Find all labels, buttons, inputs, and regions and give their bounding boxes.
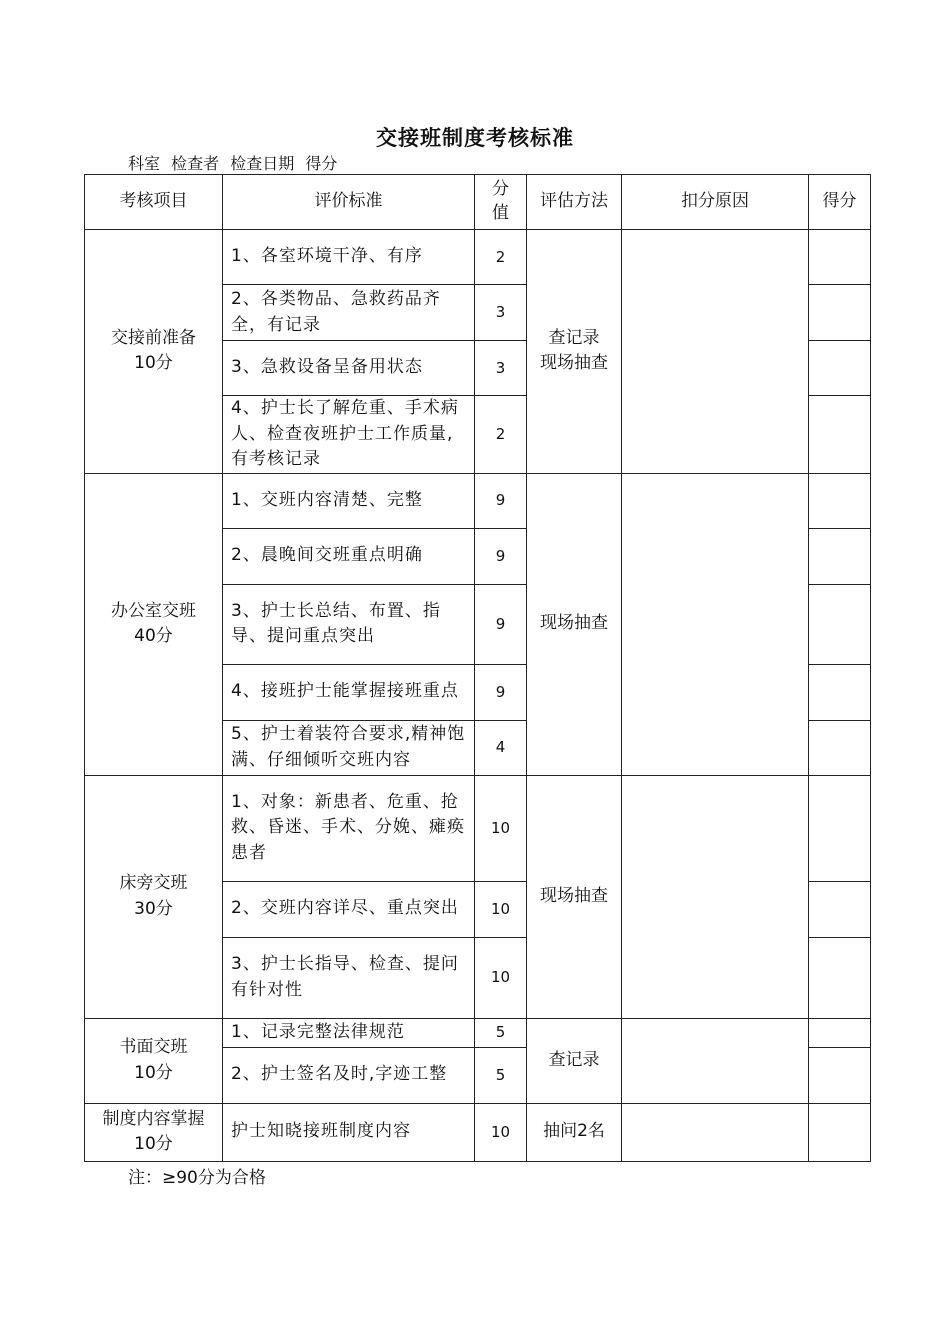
table-row	[85, 1103, 871, 1161]
method-line: 现场抽查	[540, 885, 608, 906]
header-standard: 评价标准	[223, 175, 475, 230]
meta-inspector: 检查者	[171, 154, 220, 173]
method-cell	[527, 1018, 622, 1103]
criterion-text: 3、护士长指导、检查、提问有针对性	[223, 937, 475, 1018]
score-cell[interactable]	[809, 664, 871, 720]
criterion-text: 2、交班内容详尽、重点突出	[223, 881, 475, 937]
meta-score: 得分	[305, 154, 338, 173]
criterion-points: 2	[475, 230, 527, 285]
meta-dept: 科室	[128, 154, 161, 173]
section-cell	[85, 1103, 223, 1161]
score-cell[interactable]	[809, 285, 871, 341]
criterion-text: 3、护士长总结、布置、指导、提问重点突出	[223, 584, 475, 664]
header-item: 考核项目	[85, 175, 223, 230]
method-line: 查记录	[548, 1049, 600, 1070]
criterion-text: 1、交班内容清楚、完整	[223, 473, 475, 528]
section-subtotal: 30分	[134, 898, 173, 919]
criterion-points: 9	[475, 528, 527, 584]
table-row	[85, 230, 871, 285]
section-subtotal: 40分	[134, 626, 173, 646]
criterion-points: 3	[475, 285, 527, 341]
criterion-text: 2、护士签名及时,字迹工整	[223, 1047, 475, 1103]
meta-date: 检查日期	[230, 154, 295, 173]
criterion-text: 2、晨晚间交班重点明确	[223, 528, 475, 584]
method-cell	[527, 230, 622, 474]
criterion-text: 2、各类物品、急救药品齐全，有记录	[223, 285, 475, 341]
section-cell	[85, 775, 223, 1018]
section-cell	[85, 1018, 223, 1103]
score-cell[interactable]	[809, 720, 871, 775]
method-cell	[527, 473, 622, 775]
criterion-points: 9	[475, 664, 527, 720]
criterion-text: 1、记录完整法律规范	[223, 1018, 475, 1047]
method-line: 查记录	[548, 327, 600, 348]
criterion-text: 4、护士长了解危重、手术病人、检查夜班护士工作质量,有考核记录	[223, 396, 475, 474]
criterion-points: 3	[475, 341, 527, 396]
criterion-text: 1、对象：新患者、危重、抢救、昏迷、手术、分娩、瘫痪患者	[223, 775, 475, 881]
section-subtotal: 10分	[134, 1062, 173, 1083]
criterion-points: 10	[475, 881, 527, 937]
score-cell[interactable]	[809, 1018, 871, 1047]
table-row	[85, 775, 871, 881]
score-cell[interactable]	[809, 1047, 871, 1103]
score-cell[interactable]	[809, 1103, 871, 1161]
section-name: 床旁交班	[119, 873, 188, 893]
criterion-text: 3、急救设备呈备用状态	[223, 341, 475, 396]
score-cell[interactable]	[809, 341, 871, 396]
deduction-reason-cell[interactable]	[622, 1018, 809, 1103]
page-title: 交接班制度考核标准	[376, 126, 574, 150]
criterion-text: 护士知晓接班制度内容	[223, 1103, 475, 1161]
table-row	[85, 1018, 871, 1047]
criterion-points: 5	[475, 1018, 527, 1047]
method-line: 现场抽查	[540, 353, 608, 374]
method-cell	[527, 775, 622, 1018]
section-subtotal: 10分	[134, 353, 173, 374]
criterion-points: 9	[475, 473, 527, 528]
criterion-points: 10	[475, 1103, 527, 1161]
score-cell[interactable]	[809, 881, 871, 937]
section-name: 交接前准备	[111, 327, 196, 348]
criterion-points: 2	[475, 396, 527, 474]
criterion-points: 5	[475, 1047, 527, 1103]
score-cell[interactable]	[809, 775, 871, 881]
section-cell	[85, 230, 223, 474]
footnote: 注：≥90分为合格	[128, 1168, 266, 1188]
header-reason: 扣分原因	[622, 175, 809, 230]
deduction-reason-cell[interactable]	[622, 230, 809, 474]
header-row	[85, 175, 871, 230]
score-cell[interactable]	[809, 473, 871, 528]
criterion-text: 4、接班护士能掌握接班重点	[223, 664, 475, 720]
header-points: 分值	[475, 175, 527, 230]
deduction-reason-cell[interactable]	[622, 775, 809, 1018]
header-got: 得分	[809, 175, 871, 230]
deduction-reason-cell[interactable]	[622, 473, 809, 775]
deduction-reason-cell[interactable]	[622, 1103, 809, 1161]
criterion-points: 10	[475, 937, 527, 1018]
criterion-points: 4	[475, 720, 527, 775]
criterion-text: 5、护士着装符合要求,精神饱满、仔细倾听交班内容	[223, 720, 475, 775]
method-line: 抽问2名	[543, 1121, 605, 1142]
section-name: 办公室交班	[111, 600, 196, 621]
criterion-points: 9	[475, 584, 527, 664]
criterion-text: 1、各室环境干净、有序	[223, 230, 475, 285]
score-cell[interactable]	[809, 230, 871, 285]
section-subtotal: 10分	[134, 1134, 173, 1154]
score-cell[interactable]	[809, 584, 871, 664]
score-cell[interactable]	[809, 937, 871, 1018]
header-method: 评估方法	[527, 175, 622, 230]
score-cell[interactable]	[809, 396, 871, 474]
method-line: 现场抽查	[540, 613, 608, 634]
section-name: 制度内容掌握	[102, 1108, 205, 1129]
table-row	[85, 473, 871, 528]
criterion-points: 10	[475, 775, 527, 881]
score-cell[interactable]	[809, 528, 871, 584]
assessment-table	[84, 174, 871, 1162]
method-cell	[527, 1103, 622, 1161]
section-name: 书面交班	[119, 1037, 188, 1057]
form-meta-line	[128, 151, 343, 174]
section-cell	[85, 473, 223, 775]
